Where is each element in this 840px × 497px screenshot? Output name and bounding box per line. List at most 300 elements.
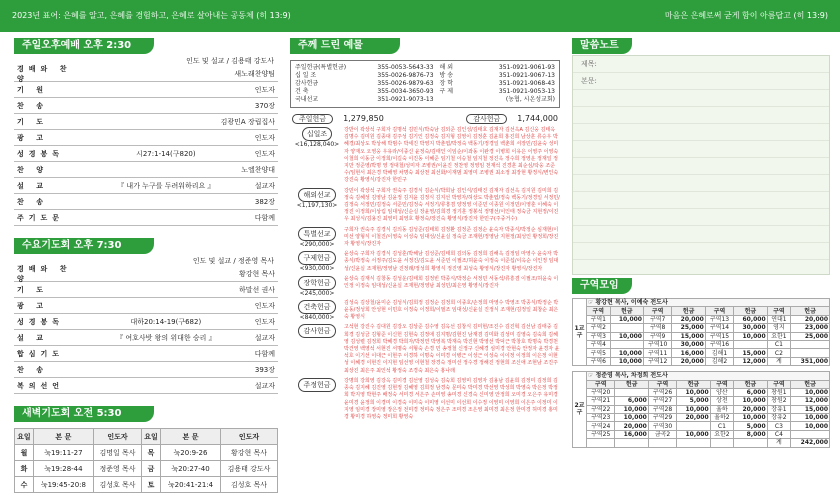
order-row xyxy=(14,98,278,114)
account-line xyxy=(295,88,434,96)
order-row xyxy=(14,146,278,162)
group-col-header: 헌금 xyxy=(677,380,710,388)
group-cell xyxy=(710,439,734,447)
order-item: 기 도 xyxy=(17,285,48,294)
group-cell xyxy=(610,340,643,348)
wed-order-list xyxy=(14,266,278,394)
account-name: 국내선교 xyxy=(295,96,319,103)
offering-section-label: 감사헌금 xyxy=(298,324,335,338)
order-row xyxy=(14,130,278,146)
group-col-header: 구역 xyxy=(767,307,791,315)
order-detail: 시27:1-14(구820) xyxy=(136,149,196,158)
group-cell: 연대1 xyxy=(767,315,791,323)
offering-section-label-box xyxy=(290,300,344,322)
groups-header: 구역모임 xyxy=(572,278,632,294)
group-table xyxy=(572,298,830,366)
order-item: 경배와 찬양 xyxy=(17,64,72,83)
account-number: 355-0053-5643-33 xyxy=(377,64,434,71)
sunday-order-list xyxy=(14,66,278,226)
group-cell: 구역9 xyxy=(643,332,671,340)
sunday-offering-label: 주일헌금 xyxy=(292,114,333,124)
group-cell: 율하 xyxy=(710,405,734,413)
memo-line[interactable] xyxy=(573,175,829,192)
group-col-header: 헌금 xyxy=(791,380,830,388)
sunday-service-header: 주일오후예배 오후 2:30 xyxy=(14,38,154,54)
dawn-col-header: 요일 xyxy=(142,429,161,445)
group-cell: 10,000 xyxy=(734,397,767,405)
group-cell: 금곡2 xyxy=(648,430,676,438)
memo-line[interactable] xyxy=(573,192,829,209)
order-person: 설교자 xyxy=(254,181,275,190)
group-cell: 25,000 xyxy=(791,332,830,340)
group-cell: 10,000 xyxy=(610,349,643,357)
account-name: 감사헌금 xyxy=(295,80,319,87)
order-detail: 『 내가 누구를 두려워하리요 』 xyxy=(117,181,215,190)
order-row xyxy=(14,162,278,178)
account-name: 해 외 xyxy=(439,64,454,71)
group-cell: 영지 xyxy=(767,324,791,332)
account-line xyxy=(295,96,434,104)
group-cell: 구역6 xyxy=(587,357,611,365)
group-cell: C4 xyxy=(767,430,791,438)
group-cell: 구역8 xyxy=(643,324,671,332)
group-cell: 6,000 xyxy=(615,397,648,405)
memo-line[interactable] xyxy=(573,209,829,226)
group-cell: 김해2 xyxy=(705,357,733,365)
dawn-col-header: 본 문 xyxy=(33,429,93,445)
dawn-cell: 화 xyxy=(15,461,34,477)
offering-donor-names: 김성숙 김상철/윤미순 김성식/김희정 김정순 김정희 이종호/손정희 마영수 박영조 박종식/박정순 박윤동/정성희 안성현 이민호 이정숙 이정희/이필조 임대성/신윤실 진정식 조재현/김정일 최창순 최은숙 황영식 xyxy=(344,299,559,321)
group-cell: 15,000 xyxy=(791,405,830,413)
account-list-1 xyxy=(295,64,434,104)
group-col-header: 구역 xyxy=(710,380,734,388)
group-cell: 율하2 xyxy=(710,414,734,422)
account-line xyxy=(440,80,555,88)
group-col-header: 구역 xyxy=(767,380,791,388)
account-number: 355-0034-3650-93 xyxy=(377,88,434,95)
memo-header: 말씀노트 xyxy=(572,38,632,54)
offering-section-label-box xyxy=(290,227,344,249)
order-row xyxy=(14,282,278,298)
dawn-cell: 눅19:45-20:8 xyxy=(33,477,93,493)
account-name: 십 일 조 xyxy=(295,72,317,79)
group-cell: 구역11 xyxy=(643,349,671,357)
account-number: 355-0026-9876-73 xyxy=(377,72,434,79)
groups-tables xyxy=(572,298,830,453)
offering-section-label: 십일조 xyxy=(302,127,332,141)
dawn-cell: 눅20:27-40 xyxy=(160,461,220,477)
group-cell: 김해1 xyxy=(705,349,733,357)
order-detail: 대하20:14-19(구682) xyxy=(130,317,202,326)
group-cell: 20,000 xyxy=(672,315,705,323)
group-cell: 구역30 xyxy=(648,422,676,430)
order-person: 인도자 xyxy=(254,149,275,158)
order-person: 393장 xyxy=(254,365,275,374)
order-row xyxy=(14,66,278,82)
group-cell xyxy=(587,439,615,447)
group-cell: 16,000 xyxy=(615,430,648,438)
order-person: 설교자 xyxy=(254,381,275,390)
offering-section-label-box xyxy=(290,251,344,273)
group-cell: 구역2 xyxy=(587,324,611,332)
group-cell: 10,000 xyxy=(791,388,830,396)
order-item: 성경봉독 xyxy=(17,149,65,158)
offering-summary xyxy=(290,114,560,124)
order-person: 노엘찬양대 xyxy=(241,165,275,174)
group-cell xyxy=(791,340,830,348)
memo-line[interactable] xyxy=(573,243,829,260)
offering-section-label-box xyxy=(290,188,344,224)
group-cell: 16,000 xyxy=(672,349,705,357)
order-row xyxy=(14,298,278,314)
group-cell: 구역22 xyxy=(587,405,615,413)
group-cell: 양산 xyxy=(710,388,734,396)
offering-section-amount: <840,000> xyxy=(299,313,335,321)
thanks-offering-label: 감사헌금 xyxy=(466,114,507,124)
group-cell xyxy=(734,340,767,348)
group-col-header: 헌금 xyxy=(610,307,643,315)
group-cell: 구역21 xyxy=(587,397,615,405)
group-cell: 10,000 xyxy=(734,332,767,340)
group-cell: 구역26 xyxy=(648,388,676,396)
group-cell: 5,000 xyxy=(734,422,767,430)
group-col-header: 헌금 xyxy=(734,307,767,315)
group-cell: 구역4 xyxy=(587,340,611,348)
group-cell xyxy=(791,349,830,357)
account-number: 351-0921-9067-13 xyxy=(498,72,555,79)
group-col-header: 구역 xyxy=(705,307,733,315)
offering-section xyxy=(290,127,560,185)
memo-line[interactable] xyxy=(573,141,829,158)
order-item: 찬 양 xyxy=(17,165,48,174)
offering-donor-names: 윤상숙 구희자 김경식 김성훈/박해남 김성준/김태희 김의동 김정희 김해옥 김정임 마영수 윤숙자 박종식/박정숙 서정주/김도윤 서정진/김도윤 서준민 이필조/허윤숙 이정숙 이준섭/이옥순 이인정 임대성/신윤실 조재현/정영남 진정래/정성희 황영식 정진영 최성숙 황영식/장진자 황영식/장진자 xyxy=(344,251,559,272)
dawn-cell: 김성호 목사 xyxy=(93,477,141,493)
order-person: 하말선 권사 xyxy=(238,285,275,294)
offering-donor-names: 강민이 곽상석 구희자 권숙주 김경식 김순식/박희남 김인식/김태진 김재자 김선옥 김지원 김미희 김정숙 김혜성 김영남 김윤정 김지윤 김정식 김지선 박영자/허상도 박춘엽/정숙 백동기/정경일 서정민/김정숙 서정민/김정숙 서준민/김정숙 서정기/류흥겸 양정영 이준민 이종원 이정민/이영훈 이혜숙 이정진 이정희/이상림 임대성/신순실 장윤영/김희경 정기훈 정봉석 정명선/이인태 정숙금 지현정/이진우 최성식/김용진 최영미 최영호 황정숙/장진숙 황영식/장진자 한민구(주중거수) xyxy=(344,187,560,223)
account-line xyxy=(295,72,434,80)
dawn-cell: 눅19:11-27 xyxy=(33,445,93,461)
group-cell: 요한2 xyxy=(710,430,734,438)
group-cell: 창원1 xyxy=(767,388,791,396)
group-col-header: 헌금 xyxy=(791,307,830,315)
group-cell xyxy=(648,439,676,447)
group-cell: 구역14 xyxy=(705,324,733,332)
memo-passage-line[interactable]: 본문: xyxy=(573,73,829,90)
order-person: 다함께 xyxy=(254,349,275,358)
group-cell: 5,000 xyxy=(677,397,710,405)
group-cell: 창원2 xyxy=(767,397,791,405)
group-cell: 구역1 xyxy=(587,315,611,323)
group-cell xyxy=(791,430,830,438)
group-cell: 구역12 xyxy=(643,357,671,365)
dawn-col-header: 인도자 xyxy=(221,429,278,445)
dawn-cell: 눅19:28-44 xyxy=(33,461,93,477)
group-cell: 10,000 xyxy=(615,405,648,413)
dawn-row xyxy=(15,477,278,493)
group-col-header: 구역 xyxy=(643,307,671,315)
order-item: 광 고 xyxy=(17,133,48,142)
offering-section xyxy=(290,276,560,297)
dawn-cell: 황강현 목사 xyxy=(221,445,278,461)
dawn-schedule-table xyxy=(14,428,278,493)
offering-section-amount: <290,000> xyxy=(299,240,335,248)
dawn-col-header: 요일 xyxy=(15,429,34,445)
thanks-offering-amount: 1,744,000 xyxy=(517,114,558,123)
account-name: 건 축 xyxy=(295,88,309,95)
group-cell: 30,000 xyxy=(672,340,705,348)
dawn-cell: 정준영 목사 xyxy=(93,461,141,477)
group-cell: C1 xyxy=(767,340,791,348)
order-person: 다함께 xyxy=(254,213,275,222)
group-cell: 구역13 xyxy=(705,315,733,323)
account-number: 355-0026-9879-63 xyxy=(377,80,434,87)
group-cell: 20,000 xyxy=(615,422,648,430)
group-cell: 10,000 xyxy=(791,414,830,422)
offering-section xyxy=(290,227,560,249)
group-col-header: 구역 xyxy=(648,380,676,388)
account-list-2 xyxy=(440,64,555,104)
memo-line[interactable] xyxy=(573,158,829,175)
offering-donor-names: 구희자 권숙주 김경식 김의동 김성준/김태희 김정환 김정준 김정순 윤숙자 박종식/박정순 심재현/이미선 양형식 이철진/이영숙 이성숙 임대성/신윤실 정숙금 조재현/정영남 지현정/최성인 황정희/장진자 황영식/장진자 xyxy=(344,226,559,248)
order-item: 찬 송 xyxy=(17,197,48,206)
order-row xyxy=(14,314,278,330)
order-row xyxy=(14,330,278,346)
offering-section-label-box xyxy=(290,127,344,185)
group-cell: 구역28 xyxy=(648,405,676,413)
group-cell: 구역29 xyxy=(648,414,676,422)
memo-line[interactable] xyxy=(573,107,829,124)
dawn-cell: 김성호 목사 xyxy=(221,477,278,493)
group-cell: 구역24 xyxy=(587,422,615,430)
group-cell: 구역3 xyxy=(587,332,611,340)
offering-donor-names: 강반이 곽상석 구희자 김명석 김민식/박숙남 김외준 김인성/김태호 김재자 김선옥A 김신웅 김태옥 김명수 김미원 김종대 김주성 김기인 김정숙 김지형 김영이 김정훈 김윤희 홍진희 남상훈 류승우 박혜경/최상도 박상해 박범수 박세진 박영지 박춘엽/박정숙 백동기/정경일 백춘희 서장민/김윤숙 성미자 양재오 오영웅 우유라/이종신 윤정숙/김태인 이임순/이좌동 이완경 이병희 이유은 이영주 이영숙 이철희 이동금 이정희/이길숙 이진동 이혜준 임기철 이승철 임지철 정진옥 정수희 정영운 정재일 정지만 정준영/박명 영 정대철/성미자 조병권/이윤진 정찬영 정영임 천재석 진경훈 최순심/탁웅 조준수/임현서 최은경 박해영 차명숙 최상천 최선화/이재범 최영미 조병권 최소정 최장현 황정식/변인숙 강진숙 황영식/강진자 한민구 xyxy=(344,127,559,184)
order-item: 기 도 xyxy=(17,117,48,126)
offering-section-label-box xyxy=(290,276,344,297)
dawn-col-header: 본 문 xyxy=(160,429,220,445)
wed-leader: 인도 및 설교 / 정준영 목사 xyxy=(192,257,274,265)
order-row xyxy=(14,346,278,362)
group-cell: 20,000 xyxy=(791,315,830,323)
offering-section-amount: <1,197,130> xyxy=(296,201,338,209)
account-number: 351-0921-9068-43 xyxy=(498,80,555,87)
offering-donor-names: 고석현 강진수 김대원 김강오 김상준 김수영 김옥선 김창식 김미현/조진수 김진혁 김선남 김태중 김희경 김성금 김형준 이신헌 김현숙 김정애 김지명/김현진 남재겸 김미화 김성미 김영숙 김숙희 김혜영 김성렬 김정희 박혜경 박희자/박정연 박영복 박재숙 박진현 박영선 박덕근 박창호 박명숙 박경천 박건영 백영석 서현진 서명숙 서형숙 손경 민 송정철 신정구 신혜경 심미경 안현숙 안정자 윤경자 윤석호 이기선 이대근 이현주 이경하 이명숙 이미경 이병근 이성근 이성숙 이이정 이정희 이은정 이현성 이혜경 이현진 이지현 임선영 이현철 장경숙 정미선 정수경 정해진 정현희 조신애 조현남 조진주 최상진 최은주 최인석 황정숙 조경숙 최은숙 홍나래 xyxy=(344,324,560,374)
offering-sections xyxy=(290,127,560,421)
order-person: 설교자 xyxy=(254,333,275,342)
group-district: 2교구 xyxy=(573,372,587,448)
order-row xyxy=(14,362,278,378)
group-cell: 6,000 xyxy=(734,388,767,396)
offering-header: 주께 드린 예물 xyxy=(290,38,400,54)
offering-section-amount: <16,128,040> xyxy=(294,141,340,148)
dawn-row xyxy=(15,461,278,477)
offering-section-label-box xyxy=(290,378,344,421)
group-cell: 10,000 xyxy=(791,422,830,430)
order-person: 382장 xyxy=(254,197,275,206)
offering-section-label: 건축헌금 xyxy=(298,300,335,314)
memo-title-line[interactable]: 제목: xyxy=(573,56,829,73)
group-cell: 20,000 xyxy=(672,357,705,365)
group-col-header: 헌금 xyxy=(615,380,648,388)
sunday-offering-amount: 1,279,850 xyxy=(343,114,384,123)
left-column xyxy=(14,38,278,493)
group-cell: 20,000 xyxy=(734,405,767,413)
group-cell xyxy=(615,439,648,447)
dawn-row xyxy=(15,445,278,461)
dawn-cell: 눅20:9-26 xyxy=(160,445,220,461)
dawn-cell: 김명일 목사 xyxy=(93,445,141,461)
memo-line[interactable] xyxy=(573,124,829,141)
yearly-motto: 2023년 표어: 은혜를 알고, 은혜를 경험하고, 은혜로 살아내는 공동체 (히 13:9) xyxy=(12,11,291,20)
group-cell: 25,000 xyxy=(672,324,705,332)
account-name: 구 제 xyxy=(439,88,454,95)
account-number: 351-0921-9053-13 xyxy=(498,88,555,95)
offering-section-label: 주정헌금 xyxy=(298,378,335,392)
offering-donor-names: 강명희 강희영 김강옥 김미경 김선영 김성숙 김숙희 김영미 김영자 김용남 김윤희 김정미 김정희 김종숙 김지혜 김진영 김현정 김혜영 김희정 남경숙 문미숙 박미경 박선영 박성희 박영숙 박은정 박정희 박지영 박현주 배정숙 서미경 서은주 손미영 송미경 신경숙 신미영 안정희 오미경 오은주 유미경 윤미경 윤정희 이경미 이경숙 이미숙 이미영 이선미 이선희 이수정 이영미 이영희 이은주 이정미 이지영 임미경 장미영 장은정 전미경 정미숙 정은주 조미경 조은영 최미경 최은정 한미경 허미경 홍미경 황미경 하영숙 정미희 황영숙 xyxy=(344,377,558,420)
group-cell: 구역27 xyxy=(648,397,676,405)
group-cell xyxy=(615,388,648,396)
order-detail: 『 여호사밧 왕의 위대한 승리 』 xyxy=(116,333,216,342)
group-col-header: 구역 xyxy=(587,380,615,388)
order-person: 황강현 목사 xyxy=(238,269,275,278)
group-cell: 10,000 xyxy=(677,388,710,396)
group-cell: C3 xyxy=(767,422,791,430)
group-cell: 12,000 xyxy=(791,397,830,405)
order-item: 주기도문 xyxy=(17,213,65,222)
group-cell: 20,000 xyxy=(677,414,710,422)
order-row xyxy=(14,178,278,194)
group-cell: 구역5 xyxy=(587,349,611,357)
account-name: 장 학 xyxy=(439,80,454,87)
order-item: 찬 송 xyxy=(17,365,48,374)
order-item: 광 고 xyxy=(17,301,48,310)
group-cell: 계 xyxy=(767,357,791,365)
account-box xyxy=(290,60,560,108)
offering-column xyxy=(290,38,560,421)
group-cell: 구역10 xyxy=(643,340,671,348)
offering-section xyxy=(290,378,560,421)
group-cell: 10,000 xyxy=(615,414,648,422)
account-line xyxy=(295,80,434,88)
group-cell: C1 xyxy=(710,422,734,430)
group-cell: 60,000 xyxy=(734,315,767,323)
sunday-leader: 인도 및 설교 / 김용태 강도사 xyxy=(186,57,274,65)
order-person: 인도자 xyxy=(254,85,275,94)
group-cell: 10,000 xyxy=(610,315,643,323)
offering-section xyxy=(290,188,560,224)
order-item: 경배와 찬양 xyxy=(17,264,72,283)
offering-section-label: 특별선교 xyxy=(298,227,335,241)
group-cell: C2 xyxy=(767,349,791,357)
offering-section xyxy=(290,324,560,374)
group-cell xyxy=(677,439,710,447)
dawn-cell: 수 xyxy=(15,477,34,493)
order-row xyxy=(14,266,278,282)
group-cell: 상천 xyxy=(710,397,734,405)
offering-donor-names: 윤상숙 김재식 김창동 김성운/김태희 김정빈 박종식/박정순 서정민 서동석/류흥겸 이필조/허윤숙 이인정 이정숙 임대성/신윤실 조재현/정영남 최성민/최은영 황영식/장진자 xyxy=(344,275,559,290)
order-row xyxy=(14,378,278,394)
account-line xyxy=(295,64,434,72)
offering-section xyxy=(290,251,560,273)
order-person: 인도자 xyxy=(254,301,275,310)
group-leader: ☞ 정준영 목사, 차정희 전도사 xyxy=(587,372,830,380)
order-person: 인도자 xyxy=(254,133,275,142)
group-table xyxy=(572,371,830,448)
order-item: 설 교 xyxy=(17,333,48,342)
order-row xyxy=(14,114,278,130)
group-cell: 계 xyxy=(767,439,791,447)
order-item: 찬 송 xyxy=(17,101,48,110)
offering-section-amount: <245,000> xyxy=(299,289,335,297)
bank-name: (농협, 시온성교회) xyxy=(505,96,555,103)
group-cell: 구역7 xyxy=(643,315,671,323)
group-cell: 30,000 xyxy=(734,324,767,332)
dawn-cell: 김용태 강도사 xyxy=(221,461,278,477)
order-item: 설 교 xyxy=(17,181,48,190)
group-cell: 23,000 xyxy=(791,324,830,332)
order-item: 성경봉독 xyxy=(17,317,65,326)
group-cell: 장유2 xyxy=(767,414,791,422)
dawn-col-header: 인도자 xyxy=(93,429,141,445)
offering-section-label: 구제헌금 xyxy=(298,251,335,265)
group-cell xyxy=(610,324,643,332)
memo-area xyxy=(572,55,830,275)
offering-section xyxy=(290,300,560,322)
group-cell: 15,000 xyxy=(672,332,705,340)
order-item: 복의선언 xyxy=(17,381,65,390)
dawn-prayer-header: 새벽기도회 오전 5:30 xyxy=(14,406,154,422)
group-cell: 10,000 xyxy=(610,332,643,340)
group-cell: 구역15 xyxy=(705,332,733,340)
wed-service-header: 수요기도회 오후 7:30 xyxy=(14,238,154,254)
order-person: 인도자 xyxy=(254,317,275,326)
group-leader: ☞ 황강현 목사, 이예숙 전도사 xyxy=(587,299,830,307)
group-cell: 8,000 xyxy=(734,430,767,438)
order-item: 합심기도 xyxy=(17,349,65,358)
account-number: 351-0921-9073-13 xyxy=(377,96,434,103)
group-cell: 351,000 xyxy=(791,357,830,365)
account-name: 주일헌금(특별헌금) xyxy=(295,64,347,71)
group-district: 1교구 xyxy=(573,299,587,366)
group-cell: 구역16 xyxy=(705,340,733,348)
order-row xyxy=(14,194,278,210)
group-cell: 10,000 xyxy=(677,430,710,438)
group-col-header: 헌금 xyxy=(734,380,767,388)
group-cell xyxy=(734,439,767,447)
order-item: 기 원 xyxy=(17,85,48,94)
dawn-cell: 눅20:41-21:4 xyxy=(160,477,220,493)
group-cell: 242,000 xyxy=(791,439,830,447)
order-row xyxy=(14,82,278,98)
order-person: 김광민A 장립집사 xyxy=(220,117,275,126)
group-col-header: 헌금 xyxy=(672,307,705,315)
group-cell: 10,000 xyxy=(734,414,767,422)
group-cell xyxy=(677,422,710,430)
group-cell: 구역25 xyxy=(587,430,615,438)
group-col-header: 구역 xyxy=(587,307,611,315)
dawn-cell: 금 xyxy=(142,461,161,477)
offering-section-label-box xyxy=(290,324,344,374)
memo-line[interactable] xyxy=(573,90,829,107)
group-cell: 10,000 xyxy=(677,405,710,413)
memo-line[interactable] xyxy=(573,226,829,243)
dawn-cell: 월 xyxy=(15,445,34,461)
account-line xyxy=(440,88,555,96)
group-cell: 구역20 xyxy=(587,388,615,396)
order-person: 370장 xyxy=(254,101,275,110)
account-line xyxy=(440,72,555,80)
group-cell: 요한1 xyxy=(767,332,791,340)
group-cell: 구역23 xyxy=(587,414,615,422)
